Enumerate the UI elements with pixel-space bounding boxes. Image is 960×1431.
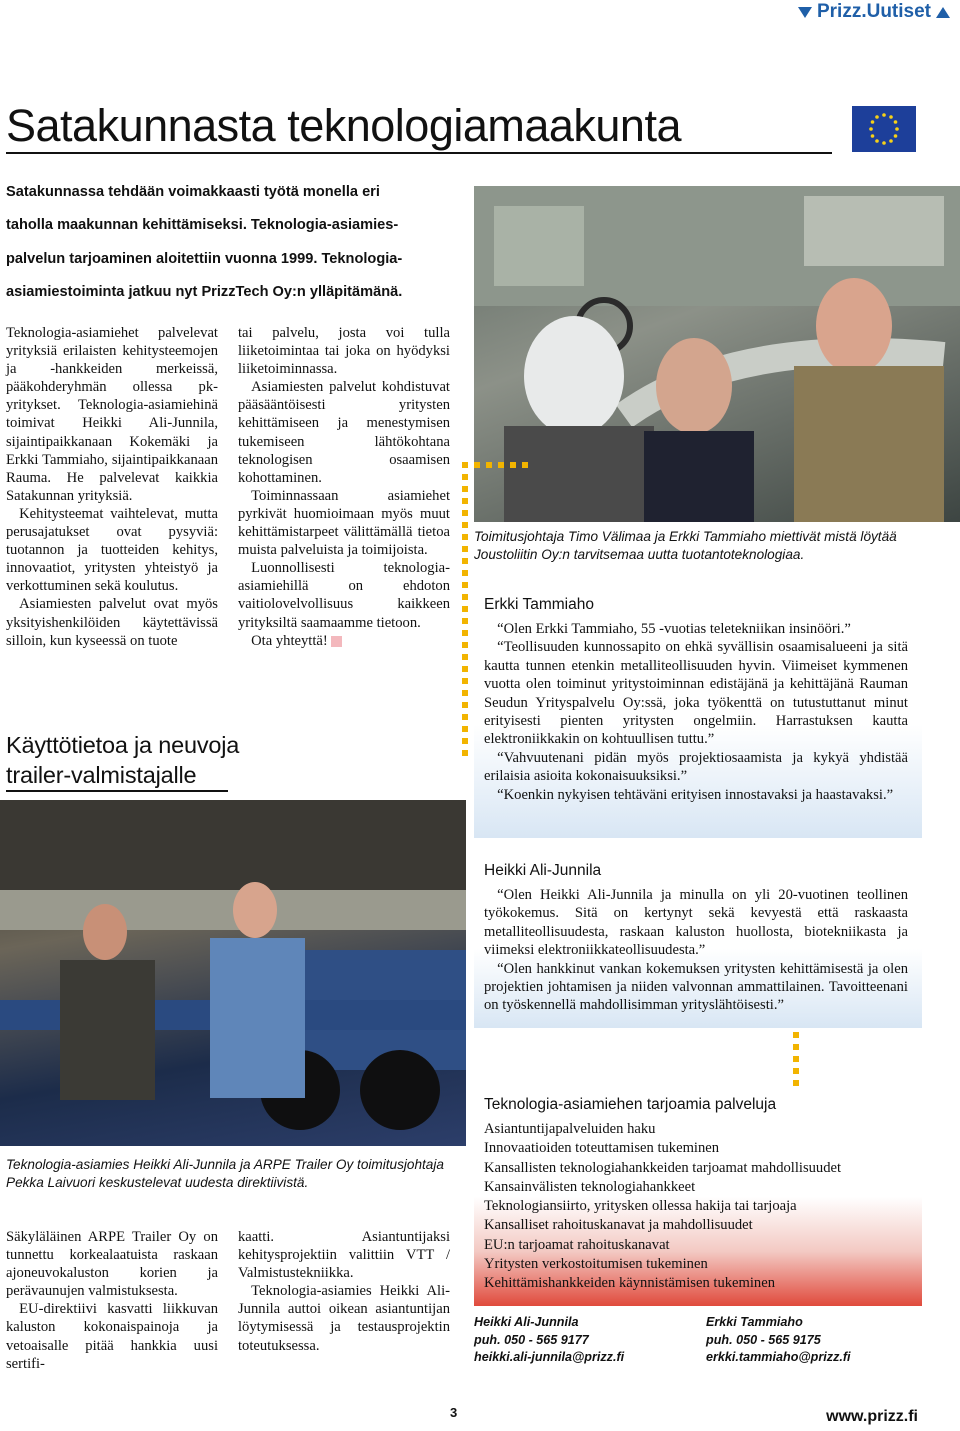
contact-heikki xyxy=(474,1314,624,1367)
photo-top xyxy=(474,186,960,522)
paragraph: Teknologia-asiamiehet palvelevat yrityksiä erilaisten kehitysteemojen ja -hankkeiden merkeissä, pääkohderyhmän ollessa pk-yritykset. Teknologia-asiamiehinä toimivat Heikki Ali-Junnila, sijaintipaikkanaan Kokemäki ja Erkki Tammiaho, sijaintipaikkanaan Rauma. He palvelevat kaikkia Satakunnan yrityksiä. xyxy=(6,325,218,504)
lead-line: taholla maakunnan kehittämiseksi. Teknologia-asiamies- xyxy=(6,217,399,234)
photo-bottom xyxy=(0,800,466,1146)
lead-line: asiamiestoiminta jatkuu nyt PrizzTech Oy:n ylläpitämänä. xyxy=(6,283,403,300)
paragraph: kaatti. Asiantuntijaksi kehitysprojektiin valittiin VTT / Valmistustekniikka. xyxy=(238,1229,450,1282)
contact-erkki xyxy=(706,1314,851,1367)
body-column-2 xyxy=(238,324,450,650)
photo-bottom-illustration xyxy=(0,800,466,1146)
list-item: Kansalliset rahoituskanavat ja mahdollisuudet xyxy=(484,1217,753,1234)
bottom-column-1 xyxy=(6,1228,218,1373)
paragraph: Asiamiesten palvelut ovat myös yksityishenkilöiden käytettävissä silloin, kun kyseessä on tuote xyxy=(6,596,218,649)
list-item: Kansainvälisten teknologiahankkeet xyxy=(484,1178,696,1195)
photo-top-illustration xyxy=(474,186,960,522)
bottom-column-2 xyxy=(238,1228,450,1355)
lead-line: Satakunnassa tehdään voimakkaasti työtä monella eri xyxy=(6,184,380,200)
services-title: Teknologia-asiamiehen tarjoamia palveluja xyxy=(484,1096,777,1113)
paragraph: “Olen Erkki Tammiaho, 55 -vuotias teletekniikan insinööri.” xyxy=(497,621,851,637)
paragraph: “Teollisuuden kunnossapito on ehkä syvällisin osaamisalueeni ja sitä kautta tunnen etenkin metalliteollisuuden hyvin. Viimeiset kymmenen vuotta olen toiminut yritystoiminnan edistäjänä ja kehittäjänä Rauman Seudun Yrityspalvelu Oy:ssä, joka työkenttä on tutustuttanut minut erityisesti pienten yritysten ongelmiin. Harrastuksen kautta elektroniikkakin on kohtuullisen tuttu.” xyxy=(484,639,908,748)
list-item: Asiantuntijapalveluiden haku xyxy=(484,1121,656,1137)
eu-flag-icon xyxy=(852,106,916,152)
body-column-1 xyxy=(6,324,218,650)
list-item: EU:n tarjoamat rahoituskanavat xyxy=(484,1236,670,1253)
paragraph: “Koenkin nykyisen tehtäväni erityisen innostavaksi ja haastavaksi.” xyxy=(497,786,894,803)
list-item: Teknologiansiirto, yritysken ollessa hakija tai tarjoaja xyxy=(484,1198,797,1215)
dotted-connector xyxy=(793,1020,799,1095)
triangle-down-icon xyxy=(798,7,812,18)
erkki-profile-box xyxy=(474,586,922,838)
list-item: Innovaatioiden toteuttamisen tukeminen xyxy=(484,1140,720,1157)
paragraph: “Vahvuutenani pidän myös projektiosaamista ja kykyä yhdistää erilaisia asioita kokonaisuuksiksi.” xyxy=(484,749,908,785)
triangle-up-icon xyxy=(936,7,950,18)
dotted-connector xyxy=(462,462,468,756)
paragraph: Toiminnassaan asiamiehet pyrkivät huomioimaan myös muut kehittämistarpeet välittämällä tietoa muista palveluista ja toimijoista. xyxy=(238,487,450,559)
lead-line: palvelun tarjoaminen aloitettiin vuonna 1999. Teknologia- xyxy=(6,250,403,267)
contact-phone: puh. 050 - 565 9175 xyxy=(706,1332,821,1347)
end-mark-icon xyxy=(331,636,342,647)
paragraph xyxy=(238,632,450,650)
paragraph: Teknologia-asiamies Heikki Ali-Junnila auttoi oikean asiantuntijan löytymisessä ja testausprojektin toteutuksessa. xyxy=(238,1283,450,1354)
subheadline-rule xyxy=(6,790,228,792)
section-label: Prizz.Uutiset xyxy=(816,1,931,22)
photo-top-caption: Toimitusjohtaja Timo Välimaa ja Erkki Tammiaho miettivät mistä löytää Joustoliitin Oy:n tarvitsemaa uutta tuotantoteknologiaa. xyxy=(474,529,897,562)
list-item: Kehittämishankkeiden käynnistämisen tukeminen xyxy=(484,1275,775,1292)
paragraph: “Olen Heikki Ali-Junnila ja minulla on yli 20-vuotinen teollinen työkokemus. Sitä on kertynyt sekä kevyestä että raskaasta metalliteollisuudesta, raskaan kaluston huollosta, biotekniikasta ja viimeksi elektroniikkateollisuudesta.” xyxy=(484,887,908,959)
footer-url[interactable]: www.prizz.fi xyxy=(826,1408,918,1425)
subheadline-line: Käyttötietoa ja neuvoja xyxy=(6,732,240,758)
services-list xyxy=(484,1120,841,1294)
paragraph: tai palvelu, josta voi tulla liiketoimintaa tai joka on hyödyksi liiketoiminnassa. xyxy=(238,325,450,378)
list-item: Kansallisten teknologiahankkeiden tarjoamat mahdollisuudet xyxy=(484,1159,842,1176)
page-number: 3 xyxy=(450,1405,458,1420)
profile-name: Erkki Tammiaho xyxy=(484,596,594,613)
contact-phone: puh. 050 - 565 9177 xyxy=(474,1332,589,1347)
profile-name: Heikki Ali-Junnila xyxy=(484,862,602,879)
paragraph: Kehitysteemat vaihtelevat, mutta perusajatukset ovat pysyviä: tuotannon ja tuotteiden kehitys, innovaatiot, yritysten yhteistyö ja verkottuminen sekä koulutus. xyxy=(6,505,218,595)
lead-paragraph xyxy=(6,176,462,309)
dotted-connector xyxy=(462,462,528,468)
contact-name: Erkki Tammiaho xyxy=(706,1315,803,1329)
profile-text xyxy=(484,620,908,804)
contact-name: Heikki Ali-Junnila xyxy=(474,1315,579,1329)
list-item: Yritysten verkostoitumisen tukeminen xyxy=(484,1256,708,1273)
title-rule xyxy=(6,152,832,154)
paragraph: Luonnollisesti teknologia-asiamiehillä on ehdoton vaitiolovelvollisuus kaikkeen yrityksiltä saamaamme tietoon. xyxy=(238,560,450,631)
page-title: Satakunnasta teknologiamaakunta xyxy=(6,100,681,151)
paragraph: Säkyläläinen ARPE Trailer Oy on tunnettu korkealaatuista raskaan ajoneuvokaluston korien ja perävaunujen valmistuksesta. xyxy=(6,1229,218,1300)
subheadline-line: trailer-valmistajalle xyxy=(6,762,197,788)
subheadline xyxy=(6,730,239,790)
section-header xyxy=(798,0,950,24)
paragraph: EU-direktiivi kasvatti liikkuvan kaluston kokonaispainoja ja vetoaisalle pitää hankkia uusi sertifi- xyxy=(6,1301,218,1372)
paragraph: “Olen hankkinut vankan kokemuksen yritysten kehittämisestä ja olen projektien johtamisen ja niiden valvonnan ammattilainen. Tavoitteenani on työskennellä mahdollisimman yrityslähtöisesti.” xyxy=(484,960,908,1014)
photo-bottom-caption: Teknologia-asiamies Heikki Ali-Junnila ja ARPE Trailer Oy toimitusjohtaja Pekka Laivuori keskustelevat uudesta direktiivistä. xyxy=(6,1157,444,1190)
services-box xyxy=(474,1088,922,1306)
call-to-action: Ota yhteyttä! xyxy=(251,632,328,649)
profile-text xyxy=(484,886,908,1015)
contact-email[interactable]: heikki.ali-junnila@prizz.fi xyxy=(474,1350,625,1364)
paragraph: Asiamiesten palvelut kohdistuvat pääsääntöisesti yritysten kehittämiseen ja menestymisen tukemiseen lähtökohtana teknologisen osaamisen kohottaminen. xyxy=(238,379,450,486)
heikki-profile-box xyxy=(474,852,922,1028)
contact-email[interactable]: erkki.tammiaho@prizz.fi xyxy=(706,1350,851,1364)
